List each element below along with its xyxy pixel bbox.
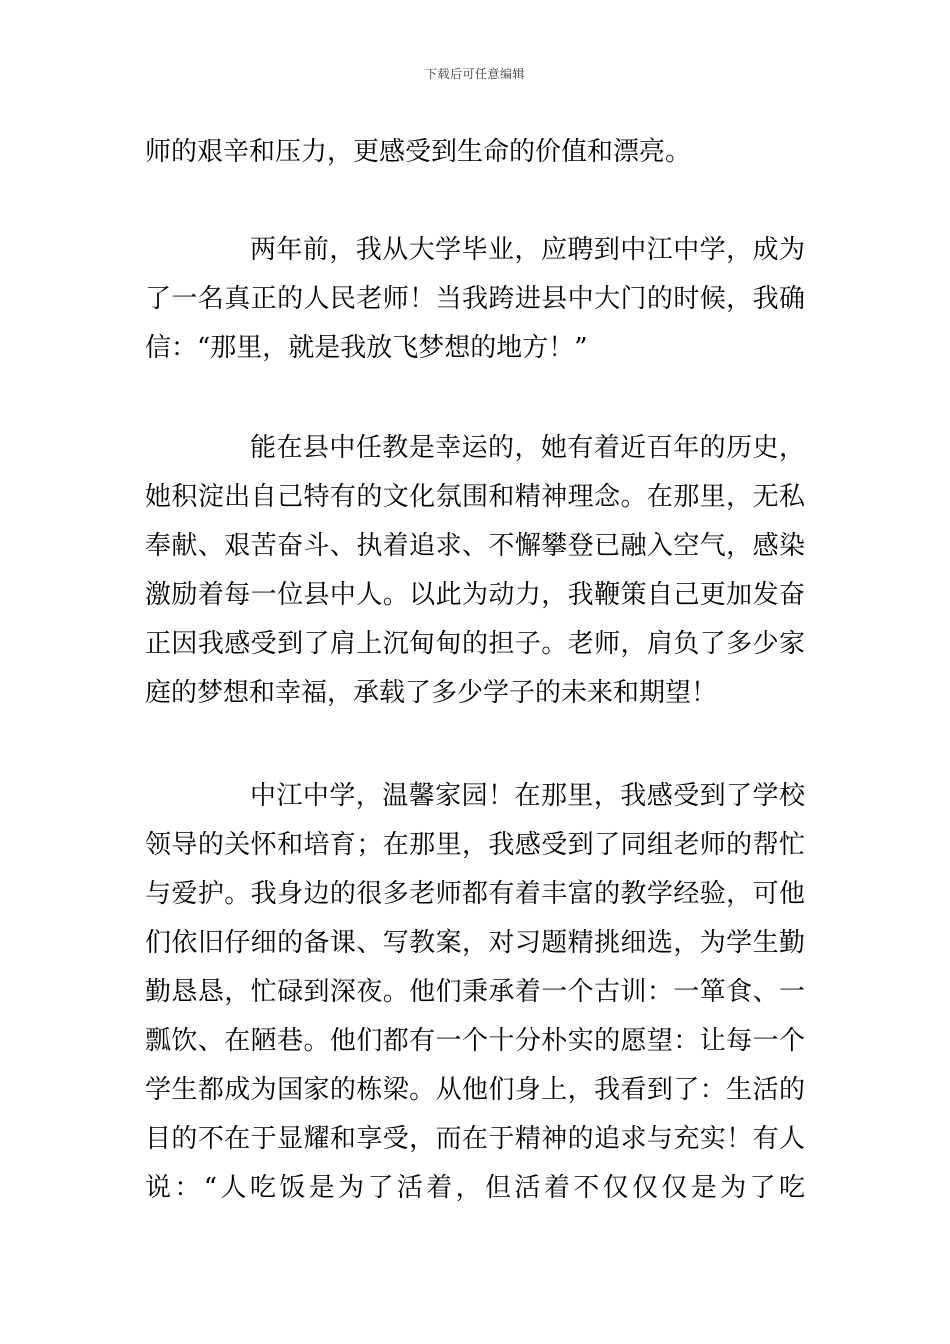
paragraph-4-line-5: 勤恳恳，忙碌到深夜。他们秉承着一个古训：一箪食、一 [145,977,805,1007]
paragraph-4-line-6: 瓢饮、在陋巷。他们都有一个十分朴实的愿望：让每一个 [145,1026,805,1056]
page-header: 下载后可任意编辑 [424,67,525,81]
paragraph-3-line-1: 能在县中任教是幸运的，她有着近百年的历史， [250,433,805,463]
paragraph-4-line-7: 学生都成为国家的栋梁。从他们身上，我看到了：生活的 [145,1075,805,1105]
paragraph-2-line-3: 信：“那里，就是我放飞梦想的地方！” [145,333,588,363]
paragraph-3-line-4: 激励着每一位县中人。以此为动力，我鞭策自己更加发奋 [145,580,805,610]
paragraph-3-line-5: 正因我感受到了肩上沉甸甸的担子。老师，肩负了多少家 [145,629,805,659]
paragraph-1-line-1: 师的艰辛和压力，更感受到生命的价值和漂亮。 [145,137,692,167]
paragraph-4-line-3: 与爱护。我身边的很多老师都有着丰富的教学经验，可他 [145,879,805,909]
paragraph-4-line-1: 中江中学，温馨家园！在那里，我感受到了学校 [250,781,805,811]
paragraph-4-line-4: 们依旧仔细的备课、写教案，对习题精挑细选，为学生勤 [145,928,805,958]
paragraph-2-line-2: 了一名真正的人民老师！当我跨进县中大门的时候，我确 [145,284,805,314]
paragraph-4-line-9: 说：“人吃饭是为了活着，但活着不仅仅仅是为了吃 [145,1173,805,1203]
paragraph-3-line-6: 庭的梦想和幸福，承载了多少学子的未来和期望！ [145,678,718,708]
paragraph-2-line-1: 两年前，我从大学毕业，应聘到中江中学，成为 [250,235,805,265]
paragraph-3-line-2: 她积淀出自己特有的文化氛围和精神理念。在那里，无私 [145,482,805,512]
paragraph-4-line-2: 领导的关怀和培育；在那里，我感受到了同组老师的帮忙 [145,830,805,860]
paragraph-4-line-8: 目的不在于显耀和享受，而在于精神的追求与充实！有人 [145,1124,805,1154]
paragraph-3-line-3: 奉献、艰苦奋斗、执着追求、不懈攀登已融入空气，感染 [145,531,805,561]
